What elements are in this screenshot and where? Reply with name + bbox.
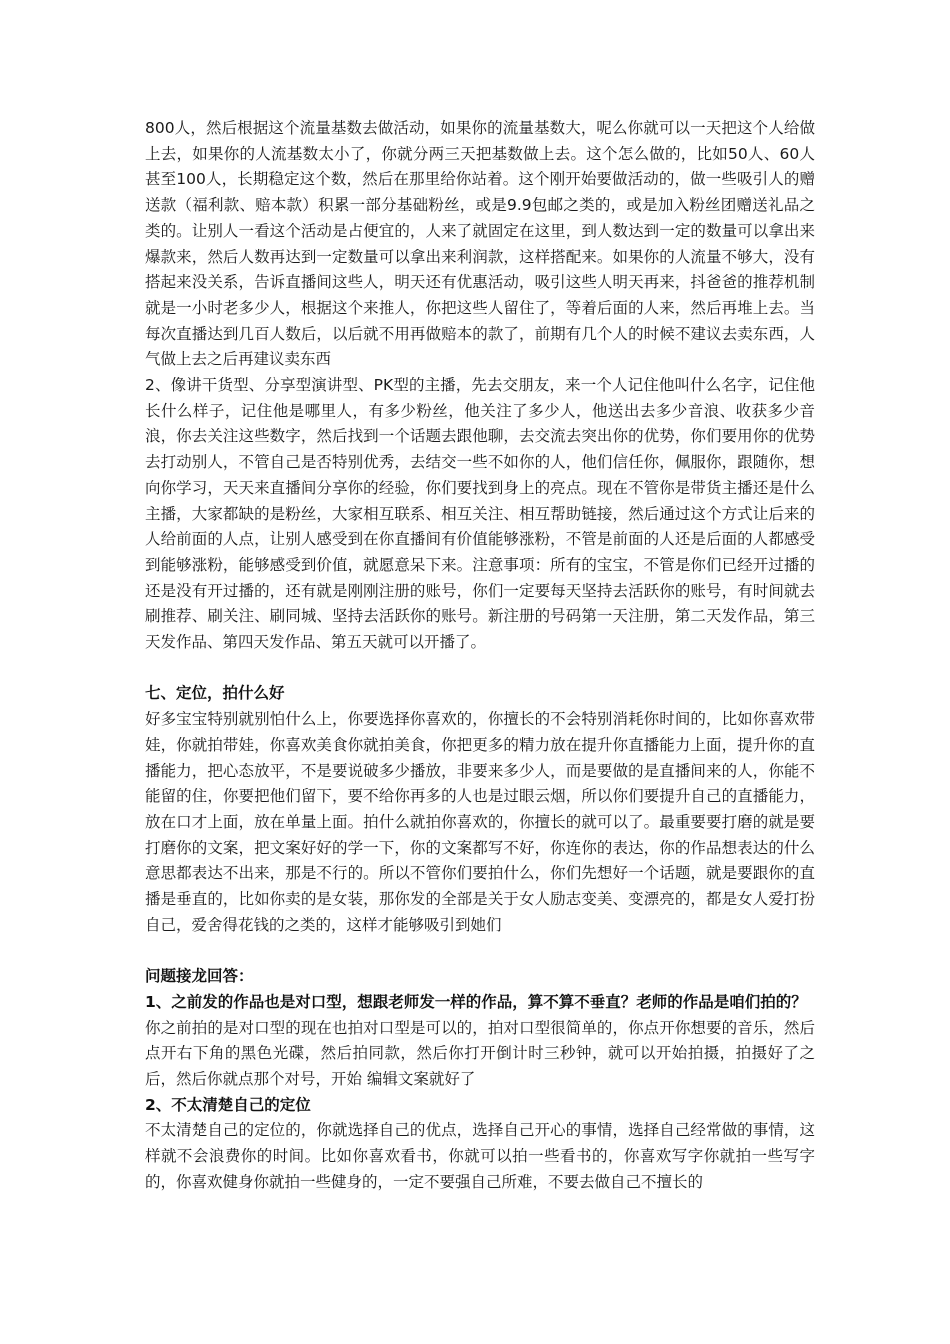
- blank-line: [145, 938, 815, 964]
- body-paragraph: 不太清楚自己的定位的，你就选择自己的优点，选择自己开心的事情，选择自己经常做的事情，这样就不会浪费你的时间。比如你喜欢看书，你就可以拍一些看书的，你喜欢写字你就拍一些写字的，你喜欢健身你就拍一些健身的，一定不要强自己所难，不要去做自己不擅长的: [145, 1121, 815, 1191]
- document-body: [145, 116, 815, 1196]
- blank-line: [145, 656, 815, 682]
- body-paragraph: 800人，然后根据这个流量基数去做活动，如果你的流量基数大，呢么你就可以一天把这个人给做上去，如果你的人流基数太小了，你就分两三天把基数做上去。这个怎么做的，比如50人、60人甚至100人，长期稳定这个数，然后在那里给你站着。这个刚开始要做活动的，做一些吸引人的赠送款（福利款、赔本款）积累一部分基础粉丝，或是9.9包邮之类的，或是加入粉丝团赠送礼品之类的。让别人一看这个活动是占便宜的，人来了就固定在这里，到人数达到一定的数量可以拿出来爆款来，然后人数再达到一定数量可以拿出来利润款，这样搭配来。如果你的人流量不够大，没有搭起来没关系，告诉直播间这些人，明天还有优惠活动，吸引这些人明天再来，抖爸爸的推荐机制就是一小时老多少人，根据这个来推人，你把这些人留住了，等着后面的人来，然后再堆上去。当每次直播达到几百人数后，以后就不用再做赔本的款了，前期有几个人的时候不建议去卖东西，人气做上去之后再建议卖东西: [145, 119, 815, 369]
- body-paragraph: 2、像讲干货型、分享型演讲型、PK型的主播，先去交朋友，来一个人记住他叫什么名字，记住他长什么样子，记住他是哪里人，有多少粉丝，他关注了多少人，他送出去多少音浪、收获多少音浪，你去关注这些数字，然后找到一个话题去跟他聊，去交流去突出你的优势，你们要用你的优势去打动别人，不管自己是否特别优秀，去结交一些不如你的人，他们信任你，佩服你，跟随你，想向你学习，天天来直播间分享你的经验，你们要找到身上的亮点。现在不管你是带货主播还是什么主播，大家都缺的是粉丝，大家相互联系、相互关注、相互帮助链接，然后通过这个方式让后来的人给前面的人点，让别人感受到在你直播间有价值能够涨粉，不管是前面的人还是后面的人都感受到能够涨粉，能够感受到价值，就愿意呆下来。注意事项：所有的宝宝，不管是你们已经开过播的还是没有开过播的，还有就是刚刚注册的账号，你们一定要每天坚持去活跃你的账号，有时间就去刷推荐、刷关注、刷同城、坚持去活跃你的账号。新注册的号码第一天注册，第二天发作品，第三天发作品、第四天发作品、第五天就可以开播了。: [145, 376, 815, 652]
- body-paragraph: 好多宝宝特别就别怕什么上，你要选择你喜欢的，你擅长的不会特别消耗你时间的，比如你喜欢带娃，你就拍带娃，你喜欢美食你就拍美食，你把更多的精力放在提升你直播能力上面，提升你的直播能力，把心态放平，不是要说破多少播放，非要来多少人，而是要做的是直播间来的人，你能不能留的住，你要把他们留下，要不给你再多的人也是过眼云烟，所以你们要提升自己的直播能力，放在口才上面，放在单量上面。拍什么就拍你喜欢的，你擅长的就可以了。最重要要打磨的就是要打磨你的文案，把文案好好的学一下，你的文案都写不好，你连你的表达，你的作品想表达的什么意思都表达不出来，那是不行的。所以不管你们要拍什么，你们先想好一个话题，就是要跟你的直播是垂直的，比如你卖的是女装，那你发的全部是关于女人励志变美、变漂亮的，都是女人爱打扮自己，爱舍得花钱的之类的，这样才能够吸引到她们: [145, 710, 815, 934]
- section-heading: 1、之前发的作品也是对口型，想跟老师发一样的作品，算不算不垂直？老师的作品是咱们拍的？: [145, 992, 807, 1011]
- section-heading: 七、定位，拍什么好: [145, 684, 285, 703]
- body-paragraph: 你之前拍的是对口型的现在也拍对口型是可以的，拍对口型很简单的，你点开你想要的音乐，然后点开右下角的黑色光碟，然后拍同款，然后你打开倒计时三秒钟，就可以开始拍摄，拍摄好了之后，然后你就点那个对号，开始 编辑文案就好了: [145, 1018, 815, 1088]
- section-heading: 问题接龙回答：: [145, 967, 254, 986]
- section-heading: 2、不太清楚自己的定位: [145, 1095, 311, 1114]
